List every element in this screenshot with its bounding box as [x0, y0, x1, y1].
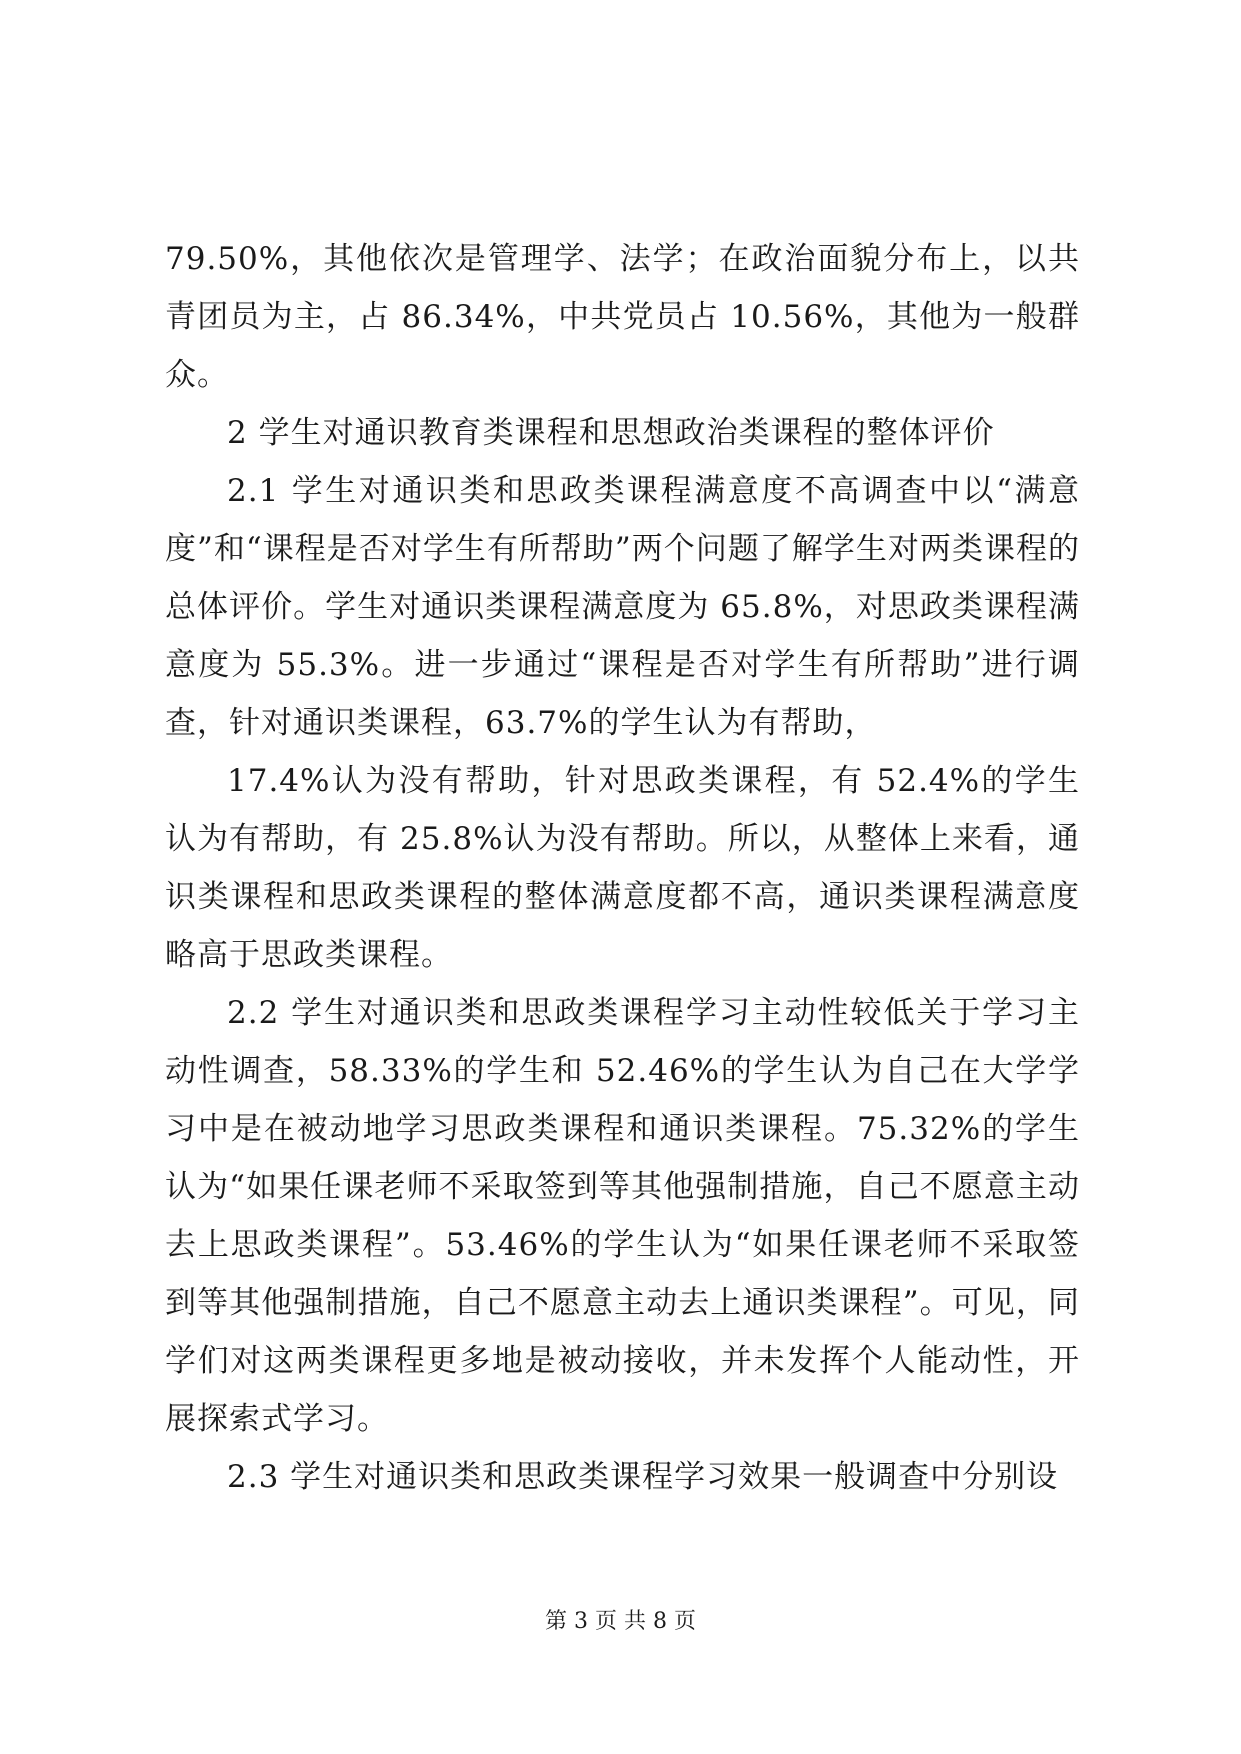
page-number-label: 第 3 页 共 8 页	[545, 1609, 696, 1634]
page-footer	[0, 1607, 1241, 1637]
paragraph-1: 79.50%，其他依次是管理学、法学；在政治面貌分布上，以共青团员为主，占 86.34%，中共党员占 10.56%，其他为一般群众。	[165, 241, 1080, 393]
paragraph-2-1: 2.1 学生对通识类和思政类课程满意度不高调查中以“满意度”和“课程是否对学生有所帮助”两个问题了解学生对两类课程的总体评价。学生对通识类课程满意度为 65.8%，对思政类课程满意度为 55.3%。进一步通过“课程是否对学生有所帮助”进行调查，针对通识类课程，63.7%的学生认为有帮助，	[165, 473, 1080, 741]
paragraph-2-2: 2.2 学生对通识类和思政类课程学习主动性较低关于学习主动性调查，58.33%的学生和 52.46%的学生认为自己在大学学习中是在被动地学习思政类课程和通识类课程。75.32%的学生认为“如果任课老师不采取签到等其他强制措施，自己不愿意主动去上思政类课程”。53.46%的学生认为“如果任课老师不采取签到等其他强制措施，自己不愿意主动去上通识类课程”。可见，同学们对这两类课程更多地是被动接收，并未发挥个人能动性，开展探索式学习。	[165, 995, 1080, 1437]
paragraph-2-3: 2.3 学生对通识类和思政类课程学习效果一般调查中分别设	[227, 1459, 1059, 1495]
section-heading-2: 2 学生对通识教育类课程和思想政治类课程的整体评价	[227, 415, 995, 451]
paragraph-2-1-continued: 17.4%认为没有帮助，针对思政类课程，有 52.4%的学生认为有帮助，有 25.8%认为没有帮助。所以，从整体上来看，通识类课程和思政类课程的整体满意度都不高，通识类课程满意度略高于思政类课程。	[165, 763, 1080, 973]
document-body	[165, 230, 1080, 1506]
